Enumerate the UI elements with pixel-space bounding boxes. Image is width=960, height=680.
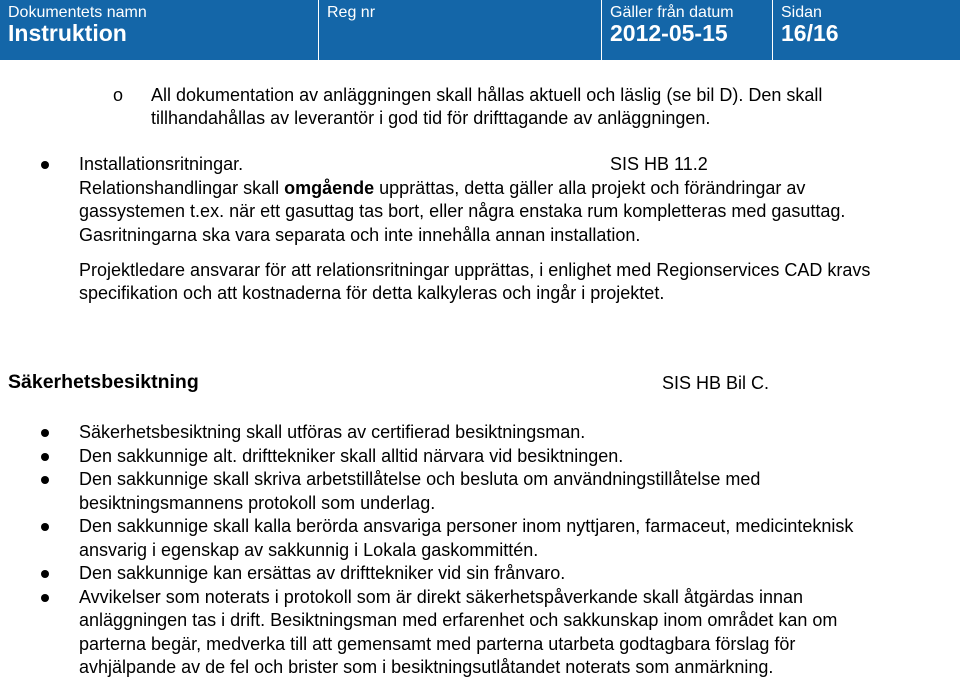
list-item-continuation: ansvarig i egenskap av sakkunnig i Lokala gaskommittén. [79,540,539,560]
list-item-continuation: anläggningen tas i drift. Besiktningsman med erfarenhet och sakkunskap inom området kan om [79,610,838,630]
page-cell [773,0,960,60]
reg-nr-cell [319,0,601,60]
page-value: 16/16 [781,20,839,46]
list-item: Den sakkunnige alt. drifttekniker skall alltid närvara vid besiktningen. [79,446,624,466]
bullet-icon [41,570,49,578]
installation-ref: SIS HB 11.2 [610,154,708,174]
installation-text: upprättas, detta gäller alla projekt och förändringar av [374,178,806,198]
bullet-icon [41,161,49,169]
doc-name-value: Instruktion [8,20,127,46]
installation-heading: Installationsritningar. [79,154,244,174]
valid-from-value: 2012-05-15 [610,20,728,46]
doc-bullet-line: All dokumentation av anläggningen skall hållas aktuell och läslig (se bil D). Den skall [151,85,823,105]
document-header [0,0,960,60]
installation-emphasis: omgående [284,178,375,198]
doc-name-cell [0,0,318,60]
circle-bullet-icon: o [113,85,124,105]
doc-name-label: Dokumentets namn [8,4,147,21]
list-item-continuation: avhjälpande av de fel och brister som i besiktningsutlåtandet noterats som anmärkning. [79,657,774,677]
list-item: Den sakkunnige skall kalla berörda ansvariga personer inom nyttjaren, farmaceut, medicinteknisk [79,516,854,536]
bullet-icon [41,453,49,461]
list-item: Avvikelser som noterats i protokoll som är direkt säkerhetspåverkande skall åtgärdas innan [79,587,804,607]
bullet-icon [41,523,49,531]
list-item-continuation: besiktningsmannens protokoll som underlag. [79,493,436,513]
bullet-icon [41,429,49,437]
project-paragraph-line: Projektledare ansvarar för att relationsritningar upprättas, i enlighet med Regionservices CAD kravs [79,260,871,280]
installation-line: gassystemen t.ex. när ett gasuttag tas bort, eller några enstaka rum kompletteras med gasuttag. [79,201,846,221]
bullet-icon [41,476,49,484]
page-label: Sidan [781,4,822,21]
installation-line: Gasritningarna ska vara separata och inte innehålla annan installation. [79,225,641,245]
valid-from-label: Gäller från datum [610,4,734,21]
reg-nr-label: Reg nr [327,4,376,21]
list-item: Säkerhetsbesiktning skall utföras av certifierad besiktningsman. [79,422,586,442]
project-paragraph-line: specifikation och att kostnaderna för detta kalkyleras och ingår i projektet. [79,283,665,303]
doc-bullet-line: tillhandahållas av leverantör i god tid för drifttagande av anläggningen. [151,108,711,128]
installation-line [79,177,805,201]
section-title: Säkerhetsbesiktning [8,371,199,393]
section-ref: SIS HB Bil C. [662,373,770,393]
list-item: Den sakkunnige skall skriva arbetstillåtelse och besluta om användningstillåtelse med [79,469,761,489]
valid-from-cell [602,0,772,60]
bullet-icon [41,594,49,602]
list-item-continuation: parterna begär, medverka till att gemensamt med parterna utarbeta godtagbara förslag för [79,634,796,654]
list-item: Den sakkunnige kan ersättas av drifttekniker vid sin frånvaro. [79,563,566,583]
installation-text: Relationshandlingar skall [79,178,285,198]
